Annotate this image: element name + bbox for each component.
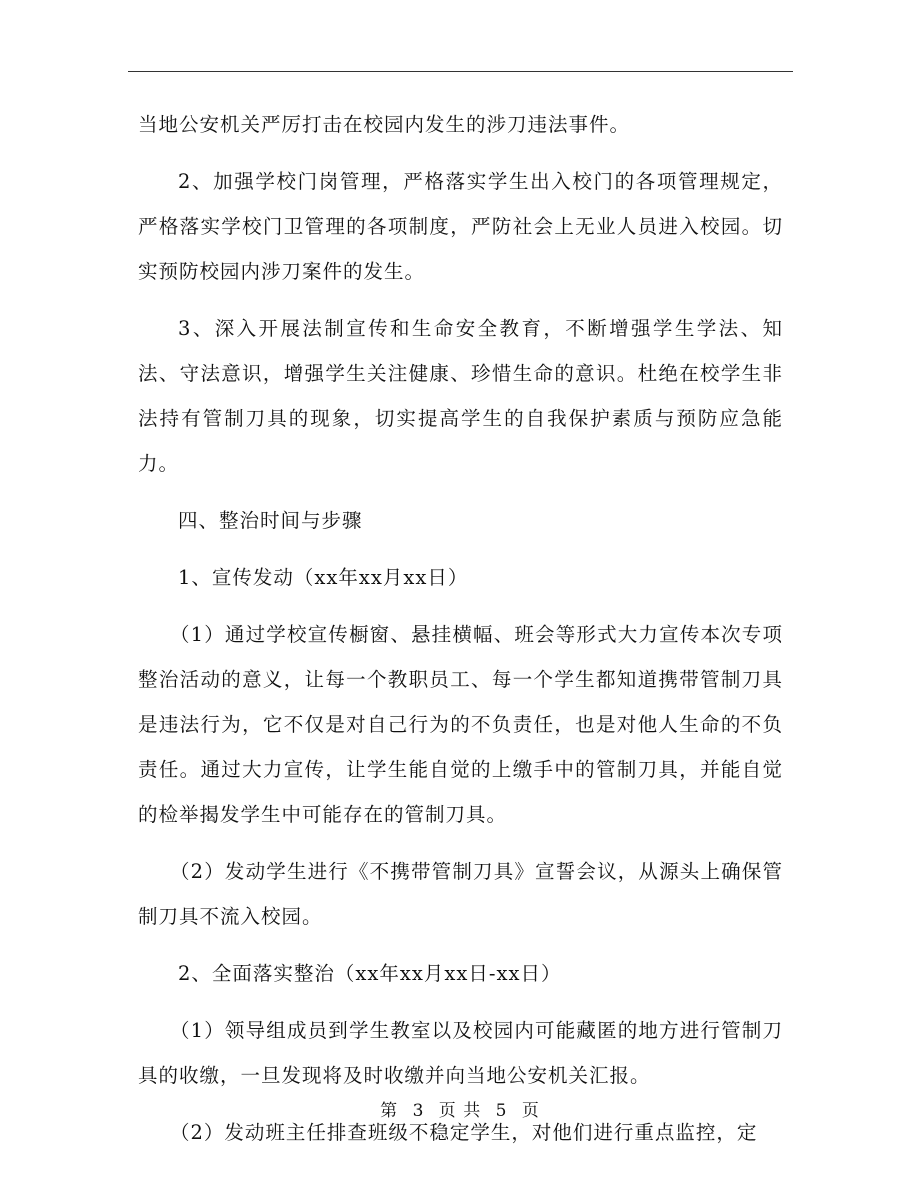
section-heading-4: 四、整治时间与步骤	[178, 509, 363, 532]
paragraph-step2-item1: （1）领导组成员到学生教室以及校园内可能藏匿的地方进行管制刀具的收缴，一旦发现将及时收缴并向当地公安机关汇报。	[138, 1019, 783, 1087]
footer-total-pages: 5	[495, 1101, 508, 1121]
header-rule	[128, 71, 793, 72]
paragraph-1: 当地公安机关严厉打击在校园内发生的涉刀违法事件。	[138, 113, 631, 136]
paragraph-step1-item1: （1）通过学校宣传橱窗、悬挂横幅、班会等形式大力宣传本次专项整治活动的意义，让每一个教职员工、每一个学生都知道携带管制刀具是违法行为，它不仅是对自己行为的不负责任，也是对他人生命的不负责任。通过大力宣传，让学生能自觉的上缴手中的管制刀具，并能自觉的检举揭发学生中可能存在的管制刀具。	[138, 623, 783, 826]
document-body	[138, 102, 783, 1155]
footer-suffix: 页	[521, 1101, 540, 1121]
page-footer	[0, 1096, 920, 1121]
footer-current-page: 3	[412, 1101, 425, 1121]
paragraph-3: 3、深入开展法制宣传和生命安全教育，不断增强学生学法、知法、守法意识，增强学生关注健康、珍惜生命的意识。杜绝在校学生非法持有管制刀具的现象，切实提高学生的自我保护素质与预防应急能力。	[138, 317, 783, 475]
paragraph-step1-item2: （2）发动学生进行《不携带管制刀具》宣誓会议，从源头上确保管制刀具不流入校园。	[138, 860, 783, 928]
step-heading-1: 1、宣传发动（xx年xx月xx日）	[178, 566, 469, 589]
paragraph-step2-item2: （2）发动班主任排查班级不稳定学生，对他们进行重点监控，定	[170, 1121, 758, 1144]
footer-prefix: 第	[380, 1101, 399, 1121]
step-heading-2: 2、全面落实整治（xx年xx月xx日-xx日）	[178, 962, 562, 985]
paragraph-2: 2、加强学校门岗管理，严格落实学生出入校门的各项管理规定，严格落实学校门卫管理的各项制度，严防社会上无业人员进入校园。切实预防校园内涉刀案件的发生。	[138, 170, 783, 283]
footer-middle: 页 共	[438, 1101, 482, 1121]
